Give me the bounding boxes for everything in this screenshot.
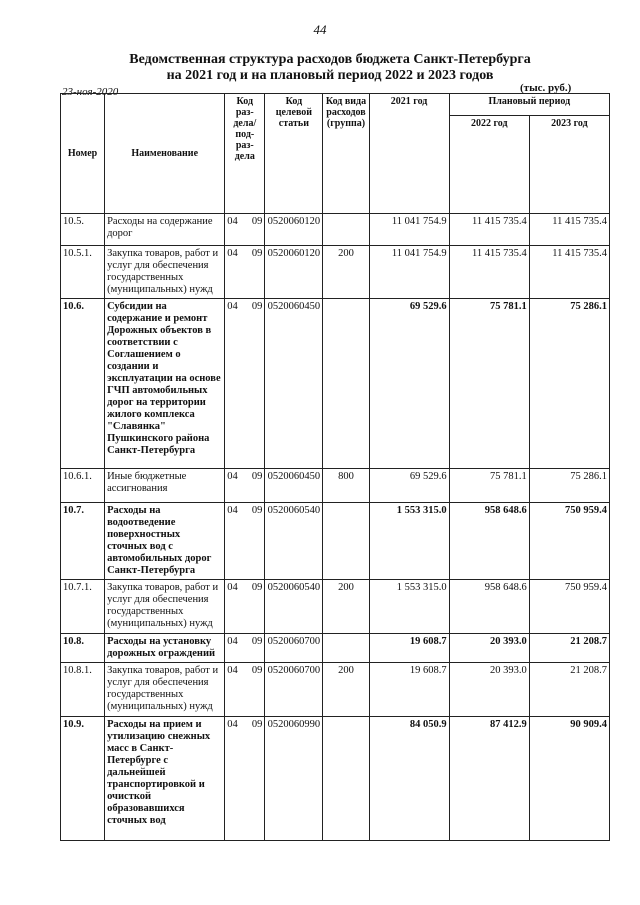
row-number: 10.5.1. — [61, 246, 105, 299]
row-2021: 11 041 754.9 — [369, 246, 449, 299]
row-2023: 21 208.7 — [529, 663, 609, 717]
row-expense-type — [323, 634, 369, 663]
row-name: Расходы на водоотведение поверхностных сточных вод с автомобильных дорог Санкт-Петербурга — [105, 503, 225, 580]
subsection-code: 09 — [251, 719, 263, 730]
row-2023: 750 959.4 — [529, 580, 609, 634]
table-row — [61, 246, 610, 299]
section-code: 04 — [227, 301, 238, 312]
row-section — [225, 503, 265, 580]
row-target-code: 0520060990 — [265, 717, 323, 841]
section-code: 04 — [227, 719, 238, 730]
row-name: Субсидии на содержание и ремонт Дорожных объектов в соответствии с Соглашением о создании и эксплуатации на основе ГЧП автомобильных дорог на территории жилого комплекса "Славянка" Пушкинского района Санкт-Петербурга — [105, 299, 225, 469]
header-2022: 2022 год — [449, 116, 529, 214]
row-2022: 11 415 735.4 — [449, 214, 529, 246]
header-planned-period: Плановый период — [449, 94, 609, 116]
row-2022: 75 781.1 — [449, 469, 529, 503]
row-target-code: 0520060700 — [265, 634, 323, 663]
header-expense-type: Код вида расходов (группа) — [323, 94, 369, 214]
document-title — [110, 52, 550, 84]
row-2022: 958 648.6 — [449, 503, 529, 580]
table-row — [61, 634, 610, 663]
row-2021: 19 608.7 — [369, 634, 449, 663]
subsection-code: 09 — [251, 505, 263, 516]
row-number: 10.6.1. — [61, 469, 105, 503]
subsection-code: 09 — [251, 665, 263, 676]
row-section — [225, 299, 265, 469]
header-target: Код целевой статьи — [265, 94, 323, 214]
row-2022: 75 781.1 — [449, 299, 529, 469]
subsection-code: 09 — [251, 301, 263, 312]
header-name: Наименование — [105, 94, 225, 214]
section-code: 04 — [227, 471, 238, 482]
section-code: 04 — [227, 665, 238, 676]
row-number: 10.9. — [61, 717, 105, 841]
row-section — [225, 717, 265, 841]
row-2023: 11 415 735.4 — [529, 246, 609, 299]
row-expense-type: 200 — [323, 663, 369, 717]
row-name: Закупка товаров, работ и услуг для обеспечения государственных (муниципальных) нужд — [105, 580, 225, 634]
row-expense-type: 200 — [323, 580, 369, 634]
row-section — [225, 580, 265, 634]
row-target-code: 0520060540 — [265, 503, 323, 580]
table-row — [61, 580, 610, 634]
row-2023: 11 415 735.4 — [529, 214, 609, 246]
row-target-code: 0520060120 — [265, 214, 323, 246]
row-2021: 19 608.7 — [369, 663, 449, 717]
section-code: 04 — [227, 636, 238, 647]
row-expense-type — [323, 214, 369, 246]
section-code: 04 — [227, 582, 238, 593]
row-section — [225, 663, 265, 717]
row-expense-type — [323, 503, 369, 580]
row-2022: 11 415 735.4 — [449, 246, 529, 299]
row-target-code: 0520060450 — [265, 299, 323, 469]
row-section — [225, 469, 265, 503]
row-2021: 69 529.6 — [369, 299, 449, 469]
row-target-code: 0520060120 — [265, 246, 323, 299]
row-2021: 1 553 315.0 — [369, 503, 449, 580]
page-number: 44 — [313, 22, 327, 37]
row-2022: 87 412.9 — [449, 717, 529, 841]
row-name: Иные бюджетные ассигнования — [105, 469, 225, 503]
row-number: 10.8. — [61, 634, 105, 663]
row-expense-type — [323, 717, 369, 841]
row-number: 10.7. — [61, 503, 105, 580]
table-row — [61, 663, 610, 717]
row-expense-type: 200 — [323, 246, 369, 299]
row-target-code: 0520060700 — [265, 663, 323, 717]
row-section — [225, 634, 265, 663]
section-code: 04 — [227, 216, 238, 227]
row-name: Расходы на прием и утилизацию снежных масс в Санкт-Петербурге с дальнейшей транспортировкой и очисткой образовавшихся сточных вод — [105, 717, 225, 841]
row-expense-type — [323, 299, 369, 469]
row-2021: 69 529.6 — [369, 469, 449, 503]
row-2023: 90 909.4 — [529, 717, 609, 841]
row-2023: 75 286.1 — [529, 299, 609, 469]
row-section — [225, 214, 265, 246]
header-2021: 2021 год — [369, 94, 449, 214]
section-code: 04 — [227, 505, 238, 516]
row-section — [225, 246, 265, 299]
table-row — [61, 717, 610, 841]
row-2022: 20 393.0 — [449, 663, 529, 717]
table-row — [61, 214, 610, 246]
units-label: (тыс. руб.) — [520, 82, 572, 94]
header-number: Номер — [61, 94, 105, 214]
subsection-code: 09 — [251, 471, 263, 482]
row-2021: 11 041 754.9 — [369, 214, 449, 246]
header-section: Код раз-дела/ под-раз-дела — [225, 94, 265, 214]
budget-table — [60, 93, 610, 841]
row-number: 10.7.1. — [61, 580, 105, 634]
document-date: 23-ноя-2020 — [62, 86, 119, 98]
row-2023: 21 208.7 — [529, 634, 609, 663]
row-2021: 1 553 315.0 — [369, 580, 449, 634]
row-number: 10.8.1. — [61, 663, 105, 717]
row-2023: 75 286.1 — [529, 469, 609, 503]
title-line-1: Ведомственная структура расходов бюджета Санкт-Петербурга — [129, 52, 531, 67]
subsection-code: 09 — [251, 636, 263, 647]
subsection-code: 09 — [251, 216, 263, 227]
subsection-code: 09 — [251, 248, 263, 259]
row-name: Закупка товаров, работ и услуг для обеспечения государственных (муниципальных) нужд — [105, 663, 225, 717]
subsection-code: 09 — [251, 582, 263, 593]
row-name: Закупка товаров, работ и услуг для обеспечения государственных (муниципальных) нужд — [105, 246, 225, 299]
row-name: Расходы на установку дорожных ограждений — [105, 634, 225, 663]
header-2023: 2023 год — [529, 116, 609, 214]
section-code: 04 — [227, 248, 238, 259]
row-2021: 84 050.9 — [369, 717, 449, 841]
table-row — [61, 503, 610, 580]
table-row — [61, 469, 610, 503]
row-expense-type: 800 — [323, 469, 369, 503]
table-row — [61, 299, 610, 469]
row-target-code: 0520060450 — [265, 469, 323, 503]
row-number: 10.5. — [61, 214, 105, 246]
row-target-code: 0520060540 — [265, 580, 323, 634]
row-2022: 958 648.6 — [449, 580, 529, 634]
row-name: Расходы на содержание дорог — [105, 214, 225, 246]
row-2022: 20 393.0 — [449, 634, 529, 663]
row-2023: 750 959.4 — [529, 503, 609, 580]
title-line-2: на 2021 год и на плановый период 2022 и 2023 годов — [166, 68, 494, 83]
row-number: 10.6. — [61, 299, 105, 469]
